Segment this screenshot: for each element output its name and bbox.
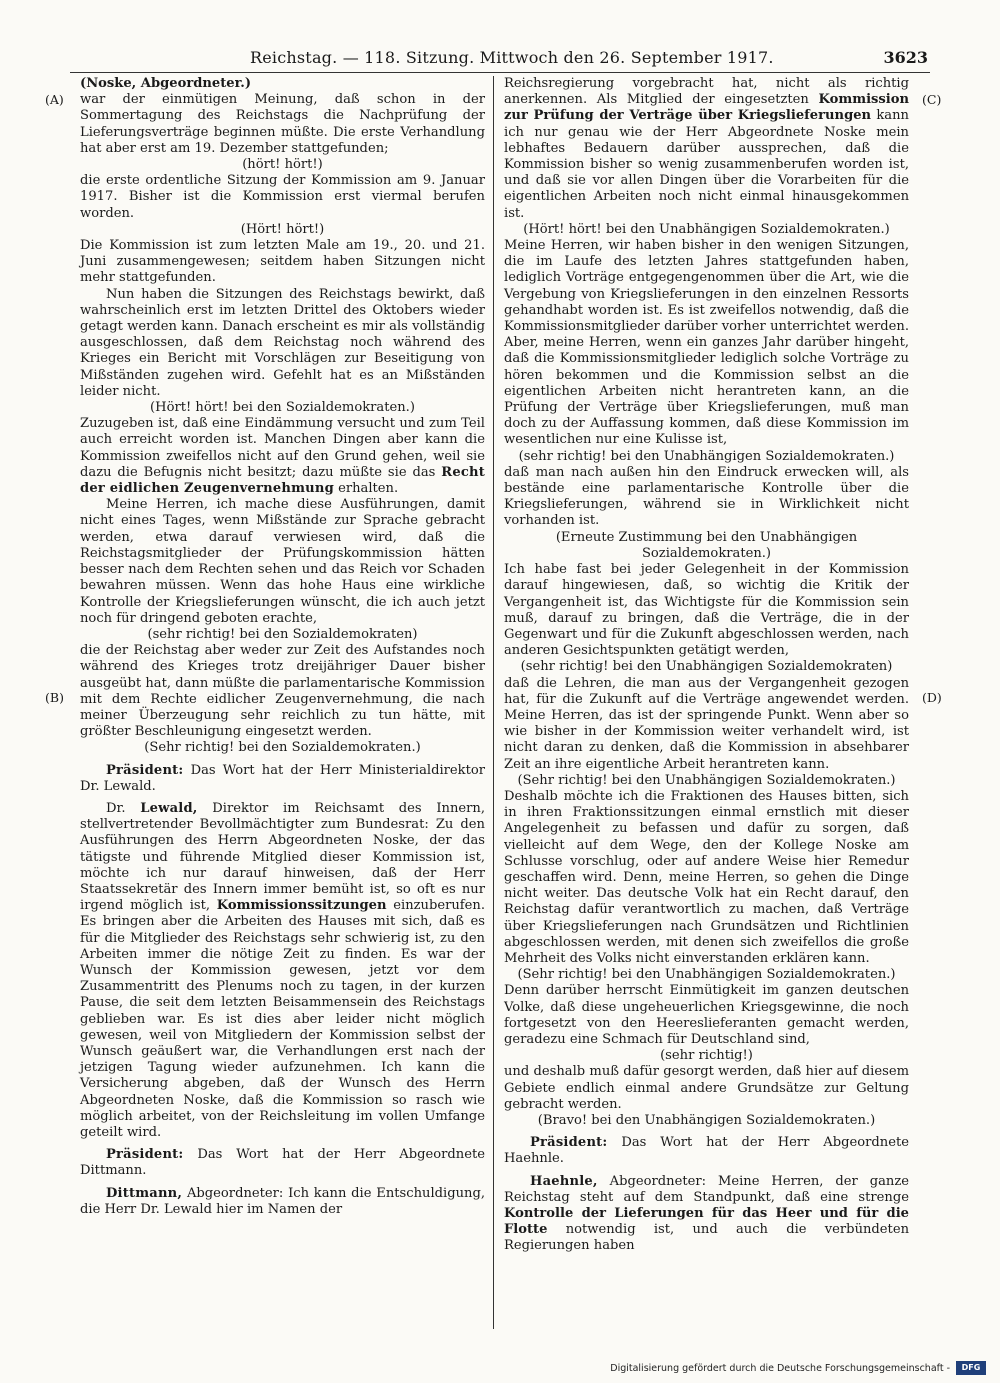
margin-marker-a: (A) [45, 92, 64, 107]
text-run: einzuberufen. Es bringen aber die Arbeiten des Hauses mit sich, daß es für die Mitglieder des Reichstags sehr schwierig ist, zu den Arbeiten immer die nötige Zeit zu finden. Es war der Wunsch der Kommission gewesen, jetzt vor dem Zusammentritt des Plenums noch zu tagen, in der kurzen Pause, die seit dem letzten Beisammensein des Reichstags geblieben war. Es ist dies aber leider nicht möglich gewesen, weil von Mitgliedern der Kommission selbst der Wunsch geäußert war, die Verhandlungen erst nach der jetzigen Tagung wieder aufzunehmen. Ich kann die Versicherung abgeben, daß der Wunsch des Herrn Abgeordneten Noske, daß die Kommission so rasch wie möglich arbeitet, von der Reichsleitung im vollen Umfange geteilt wird. [80, 898, 485, 1140]
text-run: Direktor im Reichsamt des Innern, stellvertretender Bevollmächtigter zum Bundesrat: Zu den Ausführungen des Herrn Abgeordneten Noske, der das tätigste und führende Mitglied dieser Kommission ist, möchte ich nur darauf hinweisen, daß der Herr Staatssekretär des Innern immer bemüht ist, so oft es nur irgend möglich ist, [80, 800, 485, 914]
column-divider [493, 76, 494, 1329]
speaker-paragraph [504, 1135, 909, 1167]
page-header-title: Reichstag. — 118. Sitzung. Mittwoch den 26. September 1917. [250, 48, 774, 67]
speaker-name: Präsident: [106, 762, 184, 778]
text-run: erhalten. [338, 481, 399, 497]
text-run: Das Wort hat der Herr Abgeordnete Haehnle. [504, 1135, 909, 1167]
paragraph: Denn darüber herrscht Einmütigkeit im ganzen deutschen Volke, daß diese ungeheuerlichen Kriegsgewinne, die noch fortgesetzt von den Heereslieferanten gemacht werden, geradezu eine Schmach für Deutschland sind, [504, 983, 909, 1047]
emphasis-text: Kommissionssitzungen [216, 898, 387, 914]
text-run: Zuzugeben ist, daß eine Eindämmung versucht und zum Teil auch erreicht worden ist. Manchen Dingen aber kann die Kommission zweifellos nicht auf den Grund gehen, weil sie dazu die Befugnis nicht besitzt; dazu müßte sie das [80, 416, 485, 480]
speaker-name: Haehnle, [530, 1173, 598, 1189]
interjection: (sehr richtig! bei den Unabhängigen Sozialdemokraten) [520, 659, 893, 675]
left-column [80, 76, 485, 1218]
speaker-paragraph [80, 801, 485, 1141]
margin-marker-c: (C) [922, 92, 942, 107]
speaker-name: Präsident: [530, 1135, 608, 1151]
interjection: (Hört! hört! bei den Sozialdemokraten.) [150, 400, 415, 416]
emphasis-text: Kommission zur Prüfung der Verträge über Kriegslieferungen [504, 92, 910, 124]
paragraph: war der einmütigen Meinung, daß schon in der Sommertagung des Reichstags die Nachprüfung der Lieferungsverträge beginnen müßte. Die erste Verhandlung hat aber erst am 19. Dezember stattgefunden; [80, 92, 485, 156]
paragraph [504, 76, 909, 222]
footer-credit: Digitalisierung gefördert durch die Deutsche Forschungsgemeinschaft - [610, 1363, 950, 1374]
margin-marker-b: (B) [45, 690, 64, 705]
text-run: Das Wort hat der Herr Ministerialdirektor Dr. Lewald. [80, 762, 485, 794]
page-footer [590, 1361, 990, 1377]
interjection: (Hört! hört! bei den Unabhängigen Sozialdemokraten.) [523, 221, 890, 237]
page-number: 3623 [883, 48, 928, 67]
interjection: (Sehr richtig! bei den Unabhängigen Sozialdemokraten.) [517, 967, 896, 983]
interjection: (Sehr richtig! bei den Unabhängigen Sozialdemokraten.) [517, 772, 896, 788]
header-rule [70, 72, 930, 73]
paragraph: daß man nach außen hin den Eindruck erwecken will, als bestände eine parlamentarische Kontrolle über die Kriegslieferungen, während sie in Wirklichkeit nicht vorhanden ist. [504, 464, 909, 529]
paragraph [80, 416, 485, 497]
interjection: (sehr richtig!) [660, 1048, 753, 1064]
text-run: kann ich nur genau wie der Herr Abgeordnete Noske mein lebhaftes Bedauern darüber aussprechen, daß die Kommission bisher so wenig zusammenberufen worden ist, und daß sie vor allen Dingen über die Vorarbeiten für die eigentlichen Arbeiten noch nicht einmal hinausgekommen ist. [504, 108, 909, 221]
margin-marker-d: (D) [922, 690, 942, 705]
paragraph: daß die Lehren, die man aus der Vergangenheit gezogen hat, für die Zukunft auf die Verträge angewendet werden. Meine Herren, das ist der springende Punkt. Wenn aber so wie bisher in der Kommission weiter verhandelt wird, ist nicht daran zu denken, daß die Kommission in absehbarer Zeit an ihre eigentliche Arbeit herantreten kann. [504, 675, 909, 772]
emphasis-text: Kontrolle der Lieferungen für das Heer und für die Flotte [504, 1206, 909, 1238]
right-column [504, 76, 909, 1255]
interjection: (sehr richtig! bei den Sozialdemokraten) [147, 626, 418, 642]
text-run: Dr. [106, 800, 126, 816]
speaker-paragraph [80, 763, 485, 795]
paragraph: die erste ordentliche Sitzung der Kommission am 9. Januar 1917. Bisher ist die Kommission erst viermal berufen worden. [80, 173, 485, 221]
interjection: (Bravo! bei den Unabhängigen Sozialdemokraten.) [537, 1113, 876, 1128]
paragraph: und deshalb muß dafür gesorgt werden, daß hier auf diesem Gebiete endlich einmal andere Grundsätze zur Geltung gebracht werden. [504, 1064, 909, 1112]
speaker-continuation: (Noske, Abgeordneter.) [80, 76, 252, 91]
interjection: (Erneute Zustimmung bei den Unabhängigen Sozialdemokraten.) [555, 529, 858, 561]
interjection: (hört! hört!) [242, 157, 323, 173]
interjection: (sehr richtig! bei den Unabhängigen Sozialdemokraten.) [518, 448, 895, 464]
paragraph: Ich habe fast bei jeder Gelegenheit in der Kommission darauf hingewiesen, daß, so wichtig die Kritik der Vergangenheit ist, das Wichtigste für die Kommission sein muß, darauf zu bringen, daß die Verträge, die in der Gegenwart und für die Zukunft abgeschlossen werden, nach anderen Gesichtspunkten getätigt werden, [504, 562, 909, 659]
text-run: Abgeordneter: Ich kann die Entschuldigung, die Herr Dr. Lewald hier im Namen der [80, 1185, 485, 1217]
text-run: Das Wort hat der Herr Abgeordnete Dittmann. [80, 1147, 485, 1179]
speaker-paragraph [80, 1186, 485, 1218]
text-run: Abgeordneter: Meine Herren, der ganze Reichstag steht auf dem Standpunkt, daß eine strenge [504, 1173, 909, 1205]
paragraph: die der Reichstag aber weder zur Zeit des Aufstandes noch während des Krieges trotz dreijähriger Dauer bisher ausgeübt hat, dann müßte die parlamentarische Kommission mit dem Rechte eidlicher Zeugenvernehmung, die nach meiner Überzeugung sehr reichlich zu tun hätte, mit größter Beschleunigung eingesetzt werden. [80, 643, 485, 740]
emphasis-text: Recht der eidlichen Zeugenvernehmung [80, 464, 485, 497]
paragraph: Deshalb möchte ich die Fraktionen des Hauses bitten, sich in ihren Fraktionssitzungen einmal ernstlich mit dieser Angelegenheit zu befassen und dafür zu sorgen, daß vielleicht auf dem Wege, den der Kollege Noske am Schlusse vorschlug, oder auf andere Weise hier Remedur geschaffen wird. Denn, meine Herren, so gehen die Dinge nicht weiter. Das deutsche Volk hat ein Recht darauf, den Reichstag dafür verantwortlich zu machen, daß Verträge über Kriegslieferungen nach Grundsätzen und Richtlinien abgeschlossen werden, mit denen sich zweifellos die große Mehrheit des Volks nicht einverstanden erklären kann. [504, 788, 909, 966]
speaker-name: Präsident: [106, 1147, 184, 1163]
interjection: (Sehr richtig! bei den Sozialdemokraten.) [144, 740, 421, 756]
interjection: (Hört! hört!) [240, 221, 325, 237]
paragraph: Meine Herren, wir haben bisher in den wenigen Sitzungen, die im Laufe des letzten Jahres stattgefunden haben, lediglich Vorträge entgegengenommen über die Art, wie die Vergebung von Kriegslieferungen in den einzelnen Ressorts gehandhabt worden ist. Es ist zweifellos notwendig, daß die Kommissionsmitglieder darüber vorher unterrichtet werden. Aber, meine Herren, wenn ein ganzes Jahr darüber hingeht, daß die Kommissionsmitglieder lediglich solche Vorträge zu hören bekommen und die Kommission selbst an die eigentlichen Arbeiten nicht herantreten kann, an die Prüfung der Verträge über Kriegslieferungen, muß man doch zu der Auffassung kommen, daß diese Kommission im wesentlichen nur eine Kulisse ist, [504, 238, 909, 448]
paragraph: Meine Herren, ich mache diese Ausführungen, damit nicht eines Tages, wenn Mißstände zur Sprache gebracht werden, etwa darauf verwiesen wird, daß die Reichstagsmitglieder der Prüfungskommission hätten besser nach dem Rechten sehen und das Reich vor Schaden bewahren müssen. Wenn das hohe Haus eine wirkliche Kontrolle der Kriegslieferungen wünscht, die ich auch jetzt noch für dringend geboten erachte, [80, 497, 485, 626]
paragraph: Die Kommission ist zum letzten Male am 19., 20. und 21. Juni zusammengewesen; seitdem haben Sitzungen nicht mehr stattgefunden. [80, 238, 485, 286]
speaker-paragraph [504, 1174, 909, 1255]
page-header [70, 44, 930, 72]
speaker-name: Lewald, [140, 800, 198, 816]
speaker-paragraph [80, 1147, 485, 1179]
text-run: notwendig ist, und auch die verbündeten Regierungen haben [504, 1222, 910, 1254]
text-run: Reichsregierung vorgebracht hat, nicht als richtig anerkennen. Als Mitglied der eingesetzten [504, 76, 909, 108]
speaker-name: Dittmann, [106, 1185, 183, 1201]
paragraph: Nun haben die Sitzungen des Reichstags bewirkt, daß wahrscheinlich erst im letzten Drittel des Oktobers wieder getagt werden kann. Danach erscheint es mir als vollständig ausgeschlossen, daß dem Reichstag noch während des Krieges ein Bericht mit Vorschlägen zur Beseitigung von Mißständen zugehen wird. Gefehlt hat es an Mißständen leider nicht. [80, 286, 485, 399]
dfg-logo-icon: DFG [956, 1361, 986, 1375]
